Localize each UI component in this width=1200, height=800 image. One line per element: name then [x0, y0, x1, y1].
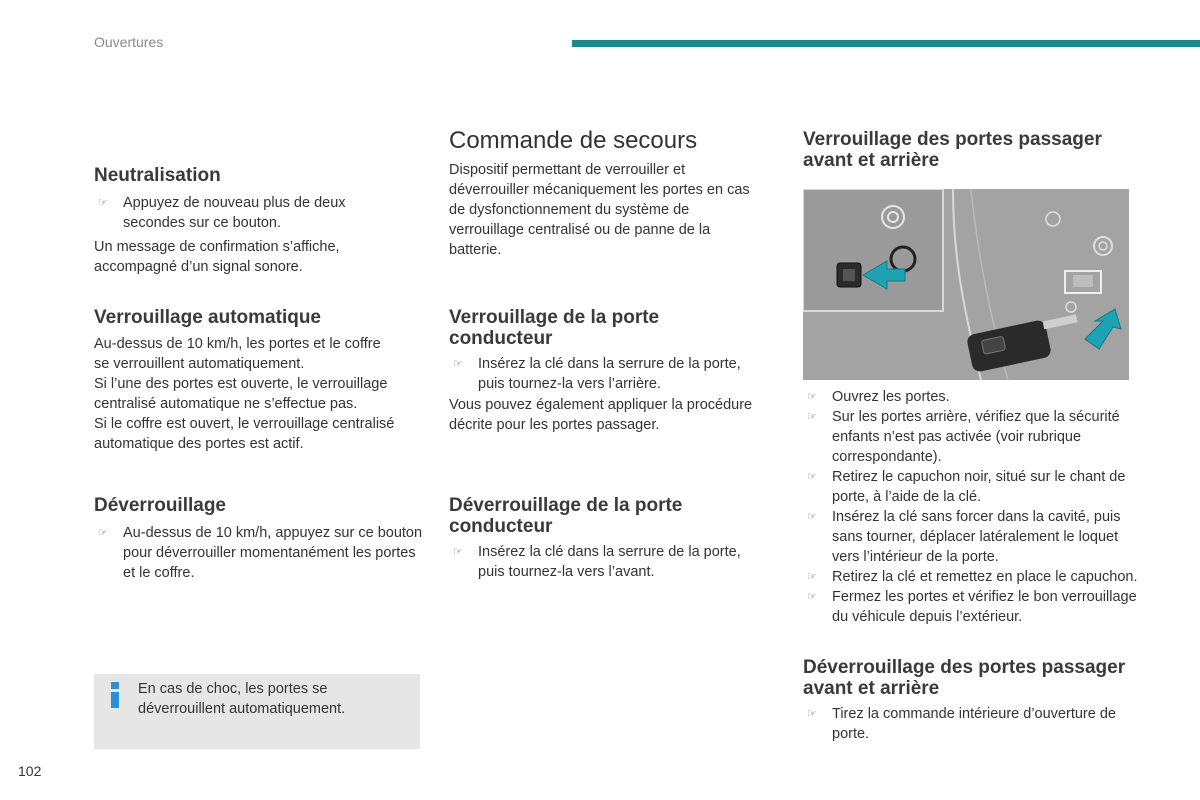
pointing-hand-icon: ☞ — [807, 571, 817, 583]
heading-passenger-unlock: Déverrouillage des portes passager avant et arrière — [803, 657, 1126, 699]
pointing-hand-icon: ☞ — [807, 591, 817, 603]
header-accent-bar — [572, 40, 1200, 47]
secours-intro: Dispositif permettant de verrouiller et déverrouiller mécaniquement les portes en cas de dysfonctionnement du système de verrouillage centralisé ou de panne de la batterie. — [449, 162, 750, 258]
heading-driver-lock: Verrouillage de la porte conducteur — [449, 307, 660, 349]
pointing-hand-icon: ☞ — [807, 411, 817, 423]
list-item: ☞ Au-dessus de 10 km/h, appuyez sur ce bouton pour déverrouiller momentanément les portes et le coffre. — [98, 525, 423, 581]
list-item: ☞ Appuyez de nouveau plus de deux secondes sur ce bouton. — [98, 195, 346, 231]
pointing-hand-icon: ☞ — [807, 391, 817, 403]
section-title: Ouvertures — [94, 34, 164, 50]
door-lock-illustration — [803, 189, 1129, 380]
list-item: ☞ Insérez la clé dans la serrure de la porte, puis tournez-la vers l’arrière. — [453, 356, 741, 392]
page-number: 102 — [18, 763, 42, 779]
unlock-list — [94, 523, 424, 583]
pointing-hand-icon: ☞ — [98, 197, 108, 209]
heading-neutralisation: Neutralisation — [94, 165, 221, 186]
driver-lock-list — [449, 354, 769, 394]
list-item: ☞ Fermez les portes et vérifiez le bon verrouillage du véhicule depuis l’extérieur. — [807, 589, 1137, 625]
auto-lock-text: Au-dessus de 10 km/h, les portes et le coffre se verrouillent automatiquement. Si l’une des portes est ouverte, le verrouillage centralisé automatique ne s’effectue pas. Si le coffre est ouvert, le verrouillage centralisé automatique des portes est actif. — [94, 336, 395, 452]
pointing-hand-icon: ☞ — [807, 511, 817, 523]
list-item: ☞ Retirez la clé et remettez en place le capuchon. — [807, 569, 1138, 585]
heading-passenger-lock: Verrouillage des portes passager avant et arrière — [803, 129, 1102, 171]
neutralisation-list — [94, 193, 384, 233]
info-icon — [110, 682, 120, 708]
pointing-hand-icon: ☞ — [453, 358, 463, 370]
driver-lock-text: Vous pouvez également appliquer la procédure décrite pour les portes passager. — [449, 397, 753, 433]
list-item: ☞ Retirez le capuchon noir, situé sur le chant de porte, à l’aide de la clé. — [807, 469, 1126, 505]
pointing-hand-icon: ☞ — [807, 708, 817, 720]
list-item: ☞ Insérez la clé sans forcer dans la cavité, puis sans tourner, déplacer latéralement le loquet vers l’intérieur de la porte. — [807, 509, 1121, 565]
list-item: ☞ Insérez la clé dans la serrure de la porte, puis tournez-la vers l’avant. — [453, 544, 741, 580]
list-item: ☞ Tirez la commande intérieure d’ouverture de porte. — [807, 706, 1116, 742]
pointing-hand-icon: ☞ — [807, 471, 817, 483]
passenger-lock-list — [803, 387, 1143, 627]
list-item: ☞ Sur les portes arrière, vérifiez que la sécurité enfants n’est pas activée (voir rubrique correspondante). — [807, 409, 1120, 465]
heading-commande-secours: Commande de secours — [449, 127, 698, 154]
passenger-unlock-list — [803, 704, 1143, 744]
heading-driver-unlock: Déverrouillage de la porte conducteur — [449, 495, 683, 537]
driver-unlock-list — [449, 542, 769, 582]
heading-unlock: Déverrouillage — [94, 495, 226, 516]
heading-auto-lock: Verrouillage automatique — [94, 307, 321, 328]
pointing-hand-icon: ☞ — [98, 527, 108, 539]
info-box — [94, 674, 420, 749]
info-text: En cas de choc, les portes se déverrouillent automatiquement. — [138, 681, 346, 717]
neutralisation-text: Un message de confirmation s’affiche, accompagné d’un signal sonore. — [94, 239, 340, 275]
list-item: ☞ Ouvrez les portes. — [807, 389, 950, 405]
pointing-hand-icon: ☞ — [453, 546, 463, 558]
